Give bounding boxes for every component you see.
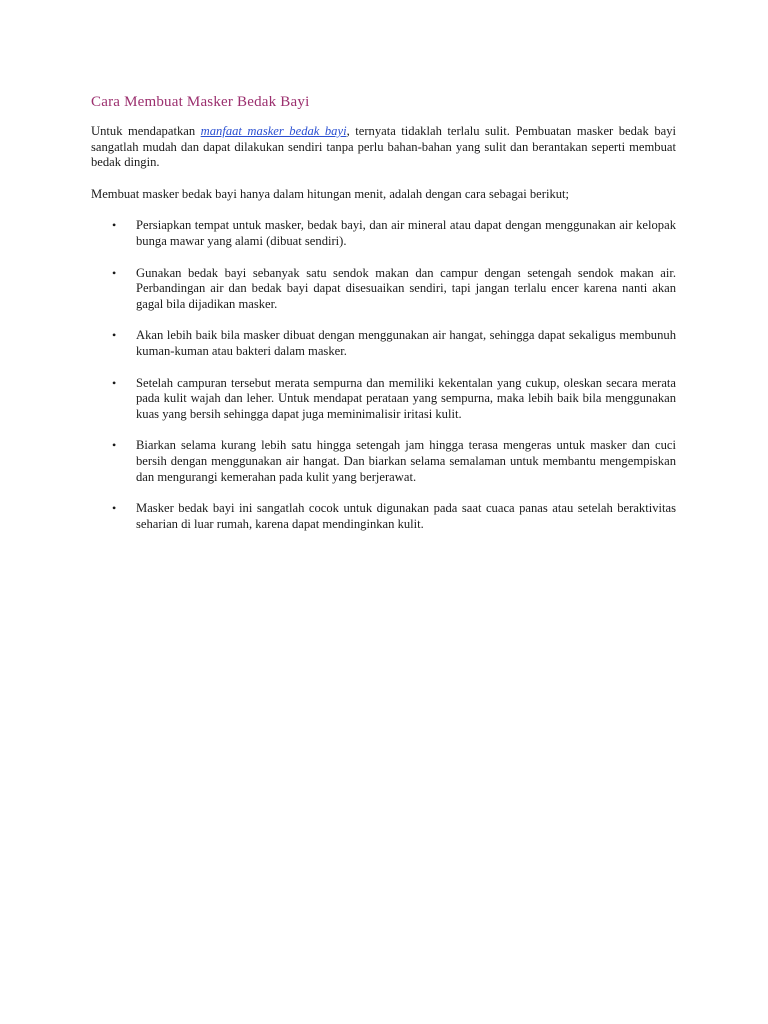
list-item xyxy=(91,266,676,313)
bullet-icon: • xyxy=(112,438,117,453)
intro-prefix: Untuk mendapatkan xyxy=(91,124,201,138)
step-text: Gunakan bedak bayi sebanyak satu sendok makan dan campur dengan setengah sendok makan air. Perbandingan air dan bedak bayi dapat disesuaikan sendiri, tapi jangan terlalu encer karena nanti akan gagal bila dijadikan masker. xyxy=(136,265,676,311)
manfaat-link[interactable]: manfaat masker bedak bayi xyxy=(200,124,347,138)
step-text: Biarkan selama kurang lebih satu hingga setengah jam hingga terasa mengeras untuk masker dan cuci bersih dengan menggunakan air hangat. Dan biarkan selama semalaman untuk membantu mengempiskan dan mengurangi kemerahan pada kulit yang berjerawat. xyxy=(136,438,676,484)
steps-list xyxy=(91,218,676,532)
list-item xyxy=(91,218,676,249)
intro-paragraph xyxy=(91,124,676,171)
step-text: Setelah campuran tersebut merata sempurna dan memiliki kekentalan yang cukup, oleskan secara merata pada kulit wajah dan leher. Untuk mendapat perataan yang sempurna, maka lebih baik bila menggunakan kuas yang bersih sehingga dapat juga meminimalisir iritasi kulit. xyxy=(136,375,676,421)
list-item xyxy=(91,501,676,532)
bullet-icon: • xyxy=(112,265,117,280)
bullet-icon: • xyxy=(112,218,117,233)
document-page xyxy=(91,92,676,548)
lead-paragraph: Membuat masker bedak bayi hanya dalam hitungan menit, adalah dengan cara sebagai berikut; xyxy=(91,186,570,201)
bullet-icon: • xyxy=(112,328,117,343)
step-text: Persiapkan tempat untuk masker, bedak bayi, dan air mineral atau dapat dengan menggunakan air kelopak bunga mawar yang alami (dibuat sendiri). xyxy=(136,218,676,248)
intro-suffix: , ternyata tidaklah terlalu sulit. Pembuatan masker bedak bayi sangatlah mudah dan dapat dilakukan sendiri tanpa perlu bahan-bahan yang sulit dan berantakan seperti membuat bedak dingin. xyxy=(91,124,676,170)
bullet-icon: • xyxy=(112,501,117,516)
document-title: Cara Membuat Masker Bedak Bayi xyxy=(91,94,310,110)
list-item xyxy=(91,438,676,485)
step-text: Akan lebih baik bila masker dibuat dengan menggunakan air hangat, sehingga dapat sekaligus membunuh kuman-kuman atau bakteri dalam masker. xyxy=(136,328,676,358)
list-item xyxy=(91,376,676,423)
step-text: Masker bedak bayi ini sangatlah cocok untuk digunakan pada saat cuaca panas atau setelah beraktivitas seharian di luar rumah, karena dapat mendinginkan kulit. xyxy=(136,501,676,531)
bullet-icon: • xyxy=(112,375,117,390)
list-item xyxy=(91,328,676,359)
